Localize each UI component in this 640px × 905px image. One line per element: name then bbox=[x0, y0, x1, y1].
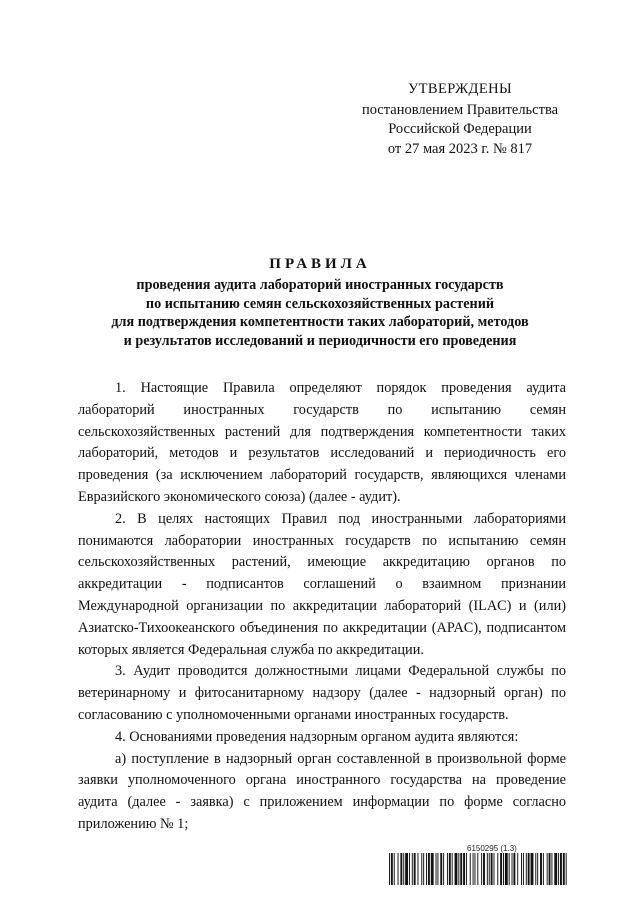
document-title: ПРАВИЛА bbox=[269, 256, 371, 272]
approval-heading: УТВЕРЖДЕНЫ bbox=[407, 81, 513, 97]
subtitle-line: по испытанию семян сельскохозяйственных растений bbox=[145, 295, 495, 312]
barcode-image bbox=[389, 853, 569, 885]
barcode-block bbox=[389, 844, 569, 886]
paragraph-4a: а) поступление в надзорный орган составленной в произвольной форме заявки уполномоченного органа иностранного государства на проведение аудита (далее - заявка) с приложением информации по форме согласно приложению № 1; bbox=[78, 750, 566, 832]
approval-line: Российской Федерации bbox=[388, 121, 532, 137]
paragraph-1: 1. Настоящие Правила определяют порядок проведения аудита лабораторий иностранных государств по испытанию семян сельскохозяйственных растений для подтверждения компетентности таких лабораторий, методов и результатов исследований и периодичность его проведения (за исключением лабораторий государств, являющихся членами Евразийского экономического союза) (далее - аудит). bbox=[78, 380, 566, 505]
paragraph-3: 3. Аудит проводится должностными лицами Федеральной службы по ветеринарному и фитосанитарному надзору (далее - надзорный орган) по согласованию с уполномоченными органами иностранных государств. bbox=[78, 663, 566, 723]
paragraph-4: 4. Основаниями проведения надзорным органом аудита являются: bbox=[115, 728, 519, 745]
approval-stamp bbox=[340, 80, 580, 159]
document-subtitle bbox=[70, 276, 570, 350]
approval-line: постановлением Правительства bbox=[361, 101, 559, 118]
subtitle-line: и результатов исследований и периодичности его проведения bbox=[123, 332, 517, 349]
paragraph-2: 2. В целях настоящих Правил под иностранными лабораториями понимаются лаборатории иностранных государств по испытанию семян сельскохозяйственных растений, имеющие аккредитацию органов по аккредитации - подписантов соглашений о взаимном признании Международной организации по аккредитации лабораторий (ILAC) и (или) Азиатско-Тихоокеанского объединения по аккредитации (APAC), подписантом которых является Федеральная служба по аккредитации. bbox=[78, 510, 566, 658]
subtitle-line: проведения аудита лабораторий иностранных государств bbox=[136, 277, 504, 293]
document-body bbox=[78, 378, 566, 836]
barcode-number: 6150295 (1.3) bbox=[467, 844, 517, 853]
approval-date: от 27 мая 2023 г. № 817 bbox=[387, 140, 533, 157]
subtitle-line: для подтверждения компетентности таких лабораторий, методов bbox=[111, 314, 529, 331]
